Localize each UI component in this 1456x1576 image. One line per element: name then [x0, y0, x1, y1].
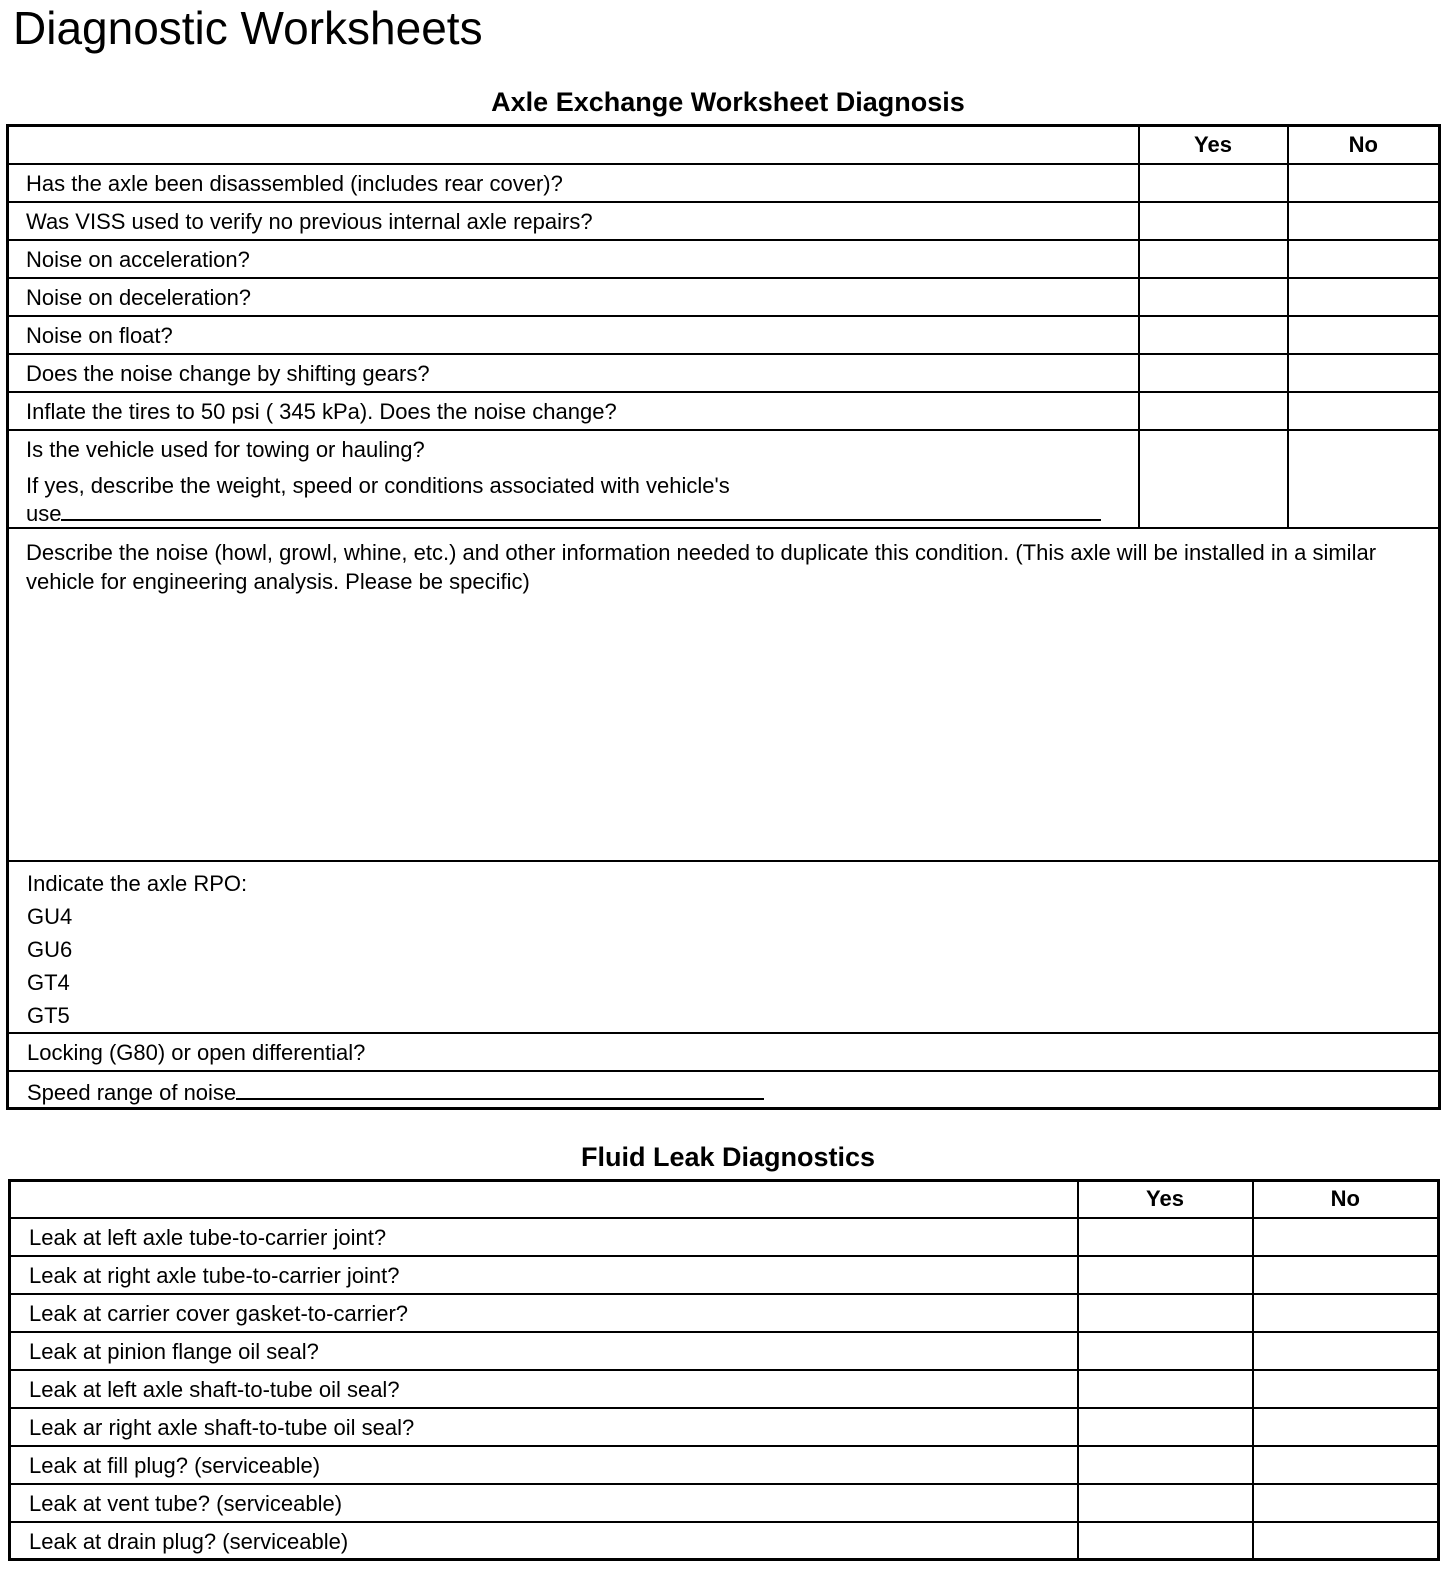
question-cell: Noise on acceleration? [8, 240, 1139, 278]
page-title: Diagnostic Worksheets [13, 2, 483, 54]
table-row [8, 354, 1440, 392]
table-row [8, 164, 1440, 202]
question-cell: Noise on float? [8, 316, 1139, 354]
table-row [10, 1484, 1439, 1522]
no-checkbox-cell[interactable] [1288, 430, 1440, 528]
yes-checkbox-cell[interactable] [1139, 316, 1288, 354]
towing-followup-end: use [26, 500, 62, 526]
no-column-header: No [1288, 126, 1440, 164]
question-column-header [8, 126, 1139, 164]
rpo-option[interactable]: GT4 [27, 969, 70, 995]
question-cell: Leak at pinion flange oil seal? [10, 1332, 1078, 1370]
yes-checkbox-cell[interactable] [1139, 202, 1288, 240]
no-checkbox-cell[interactable] [1253, 1256, 1439, 1294]
question-column-header [10, 1181, 1078, 1218]
question-cell: Leak at drain plug? (serviceable) [10, 1522, 1078, 1560]
yes-column-header: Yes [1078, 1181, 1253, 1218]
yes-checkbox-cell[interactable] [1078, 1256, 1253, 1294]
yes-checkbox-cell[interactable] [1139, 392, 1288, 430]
yes-checkbox-cell[interactable] [1139, 354, 1288, 392]
describe-noise-cell[interactable] [8, 528, 1440, 861]
table-row [10, 1408, 1439, 1446]
axle-worksheet-title: Axle Exchange Worksheet Diagnosis [491, 87, 965, 117]
table-row [10, 1332, 1439, 1370]
question-cell: Leak at carrier cover gasket-to-carrier? [10, 1294, 1078, 1332]
question-cell: Was VISS used to verify no previous internal axle repairs? [8, 202, 1139, 240]
rpo-prompt: Indicate the axle RPO: [27, 870, 248, 896]
describe-noise-prompt: Describe the noise (howl, growl, whine, etc.) and other information needed to duplicate this condition. (This axle will be installed in a similar vehicle for engineering analysis. Please be specific) [26, 539, 1377, 594]
towing-question: Is the vehicle used for towing or hauling? [26, 436, 425, 462]
table-row [8, 278, 1440, 316]
speed-range-answer-line[interactable] [236, 1078, 764, 1100]
fluid-leak-title: Fluid Leak Diagnostics [580, 1142, 876, 1172]
question-cell: Leak at vent tube? (serviceable) [10, 1484, 1078, 1522]
no-checkbox-cell[interactable] [1253, 1370, 1439, 1408]
table-row [10, 1256, 1439, 1294]
yes-checkbox-cell[interactable] [1078, 1332, 1253, 1370]
towing-answer-line[interactable] [61, 499, 1101, 521]
no-checkbox-cell[interactable] [1288, 164, 1440, 202]
locking-row [8, 1033, 1440, 1071]
table-row [10, 1218, 1439, 1256]
table-row [8, 202, 1440, 240]
yes-checkbox-cell[interactable] [1078, 1370, 1253, 1408]
towing-row [8, 430, 1440, 528]
table-row [8, 392, 1440, 430]
yes-checkbox-cell[interactable] [1078, 1484, 1253, 1522]
no-column-header: No [1253, 1181, 1439, 1218]
question-cell: Leak at left axle tube-to-carrier joint? [10, 1218, 1078, 1256]
question-cell: Leak ar right axle shaft-to-tube oil seal? [10, 1408, 1078, 1446]
table-row [10, 1370, 1439, 1408]
rpo-cell [8, 861, 1440, 1033]
rpo-row [8, 861, 1440, 1033]
towing-question-cell [8, 430, 1139, 528]
yes-checkbox-cell[interactable] [1139, 278, 1288, 316]
axle-worksheet-table [6, 124, 1441, 1110]
towing-followup: If yes, describe the weight, speed or conditions associated with vehicle's [26, 472, 730, 498]
speed-range-row [8, 1071, 1440, 1109]
table-row [8, 316, 1440, 354]
no-checkbox-cell[interactable] [1253, 1218, 1439, 1256]
question-cell: Leak at fill plug? (serviceable) [10, 1446, 1078, 1484]
table-header-row [8, 126, 1440, 164]
no-checkbox-cell[interactable] [1288, 354, 1440, 392]
question-cell: Leak at right axle tube-to-carrier joint? [10, 1256, 1078, 1294]
no-checkbox-cell[interactable] [1253, 1446, 1439, 1484]
yes-checkbox-cell[interactable] [1139, 164, 1288, 202]
question-cell: Does the noise change by shifting gears? [8, 354, 1139, 392]
question-cell: Inflate the tires to 50 psi ( 345 kPa). Does the noise change? [8, 392, 1139, 430]
yes-checkbox-cell[interactable] [1139, 240, 1288, 278]
question-cell: Leak at left axle shaft-to-tube oil seal? [10, 1370, 1078, 1408]
no-checkbox-cell[interactable] [1253, 1294, 1439, 1332]
no-checkbox-cell[interactable] [1253, 1408, 1439, 1446]
no-checkbox-cell[interactable] [1288, 278, 1440, 316]
locking-question-cell[interactable]: Locking (G80) or open differential? [8, 1033, 1440, 1071]
yes-checkbox-cell[interactable] [1078, 1522, 1253, 1560]
speed-range-cell [8, 1071, 1440, 1109]
rpo-option[interactable]: GU4 [27, 903, 73, 929]
yes-checkbox-cell[interactable] [1078, 1446, 1253, 1484]
fluid-leak-table [8, 1179, 1440, 1561]
table-row [10, 1294, 1439, 1332]
yes-checkbox-cell[interactable] [1078, 1408, 1253, 1446]
no-checkbox-cell[interactable] [1288, 240, 1440, 278]
no-checkbox-cell[interactable] [1253, 1522, 1439, 1560]
yes-checkbox-cell[interactable] [1078, 1294, 1253, 1332]
question-cell: Has the axle been disassembled (includes rear cover)? [8, 164, 1139, 202]
rpo-option[interactable]: GU6 [27, 936, 73, 962]
table-row [10, 1446, 1439, 1484]
no-checkbox-cell[interactable] [1253, 1332, 1439, 1370]
no-checkbox-cell[interactable] [1288, 202, 1440, 240]
rpo-option[interactable]: GT5 [27, 1002, 70, 1028]
question-cell: Noise on deceleration? [8, 278, 1139, 316]
yes-checkbox-cell[interactable] [1078, 1218, 1253, 1256]
table-row [8, 240, 1440, 278]
no-checkbox-cell[interactable] [1288, 316, 1440, 354]
yes-checkbox-cell[interactable] [1139, 430, 1288, 528]
no-checkbox-cell[interactable] [1253, 1484, 1439, 1522]
describe-noise-row [8, 528, 1440, 861]
table-header-row [10, 1181, 1439, 1218]
speed-range-label: Speed range of noise [27, 1079, 237, 1105]
yes-column-header: Yes [1139, 126, 1288, 164]
table-row [10, 1522, 1439, 1560]
no-checkbox-cell[interactable] [1288, 392, 1440, 430]
